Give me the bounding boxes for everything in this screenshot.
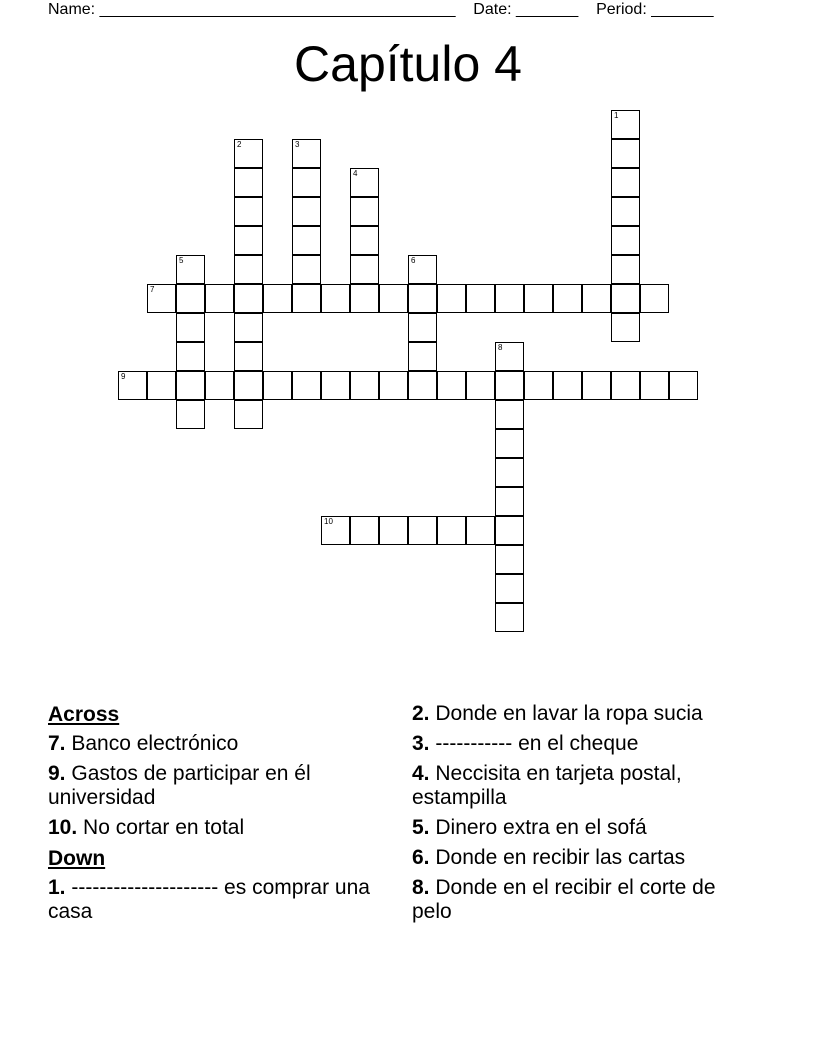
crossword-cell[interactable] — [611, 255, 640, 284]
crossword-cell[interactable] — [205, 371, 234, 400]
crossword-cell[interactable] — [350, 226, 379, 255]
across-heading: Across — [48, 703, 120, 726]
crossword-cell[interactable] — [234, 400, 263, 429]
crossword-cell[interactable] — [466, 371, 495, 400]
cell-number: 8 — [498, 343, 503, 352]
clue-down-1 — [48, 876, 378, 924]
crossword-cell[interactable] — [495, 603, 524, 632]
clue-number: 8. — [412, 876, 430, 899]
crossword-cell[interactable] — [437, 516, 466, 545]
crossword-cell[interactable] — [176, 255, 205, 284]
crossword-cell[interactable] — [147, 284, 176, 313]
crossword-cell[interactable] — [234, 255, 263, 284]
name-blank[interactable]: ________________________________________ — [99, 1, 456, 18]
crossword-cell[interactable] — [408, 371, 437, 400]
clue-text: Neccisita en tarjeta postal, estampilla — [412, 762, 682, 809]
clue-down-8 — [412, 876, 752, 924]
clue-number: 2. — [412, 702, 430, 725]
crossword-cell[interactable] — [611, 313, 640, 342]
crossword-cell[interactable] — [350, 371, 379, 400]
cell-number: 5 — [179, 256, 184, 265]
crossword-cell[interactable] — [466, 516, 495, 545]
clues-left-column — [48, 702, 378, 930]
crossword-cell[interactable] — [176, 371, 205, 400]
crossword-cell[interactable] — [495, 284, 524, 313]
crossword-cell[interactable] — [640, 284, 669, 313]
date-label: Date: — [473, 1, 512, 18]
crossword-cell[interactable] — [379, 516, 408, 545]
clue-text: Donde en recibir las cartas — [435, 846, 686, 869]
crossword-cell[interactable] — [263, 284, 292, 313]
clue-across-9 — [48, 762, 378, 810]
crossword-cell[interactable] — [553, 371, 582, 400]
clue-number: 10. — [48, 816, 78, 839]
clue-text: ----------- en el cheque — [435, 732, 639, 755]
crossword-cell[interactable] — [669, 371, 698, 400]
crossword-cell[interactable] — [524, 284, 553, 313]
crossword-cell[interactable] — [234, 371, 263, 400]
clue-number: 7. — [48, 732, 66, 755]
crossword-cell[interactable] — [234, 226, 263, 255]
crossword-cell[interactable] — [292, 255, 321, 284]
crossword-cell[interactable] — [611, 284, 640, 313]
crossword-cell[interactable] — [495, 429, 524, 458]
crossword-cell[interactable] — [524, 371, 553, 400]
crossword-cell[interactable] — [292, 139, 321, 168]
crossword-cell[interactable] — [495, 342, 524, 371]
crossword-cell[interactable] — [495, 574, 524, 603]
date-blank[interactable]: _______ — [516, 1, 579, 18]
cell-number: 1 — [614, 111, 619, 120]
cell-number: 2 — [237, 140, 242, 149]
crossword-cell[interactable] — [408, 255, 437, 284]
period-blank[interactable]: _______ — [651, 1, 714, 18]
clue-number: 1. — [48, 876, 66, 899]
crossword-cell[interactable] — [234, 168, 263, 197]
crossword-cell[interactable] — [292, 168, 321, 197]
crossword-cell[interactable] — [205, 284, 234, 313]
clue-down-2 — [412, 702, 752, 726]
crossword-cell[interactable] — [611, 139, 640, 168]
crossword-cell[interactable] — [321, 371, 350, 400]
crossword-cell[interactable] — [350, 255, 379, 284]
crossword-cell[interactable] — [292, 371, 321, 400]
crossword-cell[interactable] — [379, 284, 408, 313]
crossword-cell[interactable] — [495, 516, 524, 545]
crossword-cell[interactable] — [234, 197, 263, 226]
cell-number: 10 — [324, 517, 333, 526]
down-heading: Down — [48, 847, 106, 870]
cell-number: 7 — [150, 285, 155, 294]
name-label: Name: — [48, 1, 96, 18]
crossword-cell[interactable] — [437, 371, 466, 400]
crossword-cell[interactable] — [321, 284, 350, 313]
crossword-cell[interactable] — [611, 110, 640, 139]
clue-text: Dinero extra en el sofá — [435, 816, 647, 839]
crossword-cell[interactable] — [350, 516, 379, 545]
cell-number: 9 — [121, 372, 126, 381]
clue-text: No cortar en total — [83, 816, 245, 839]
crossword-cell[interactable] — [437, 284, 466, 313]
crossword-cell[interactable] — [408, 284, 437, 313]
crossword-cell[interactable] — [408, 313, 437, 342]
crossword-cell[interactable] — [176, 284, 205, 313]
clue-number: 3. — [412, 732, 430, 755]
crossword-cell[interactable] — [263, 371, 292, 400]
crossword-cell[interactable] — [495, 545, 524, 574]
cell-number: 4 — [353, 169, 358, 178]
clues-right-column — [412, 702, 752, 930]
clue-text: Donde en lavar la ropa sucia — [435, 702, 703, 725]
crossword-cell[interactable] — [350, 168, 379, 197]
crossword-cell[interactable] — [234, 342, 263, 371]
crossword-cell[interactable] — [408, 516, 437, 545]
crossword-cell[interactable] — [640, 371, 669, 400]
crossword-cell[interactable] — [176, 313, 205, 342]
crossword-cell[interactable] — [582, 371, 611, 400]
crossword-cell[interactable] — [234, 139, 263, 168]
crossword-cell[interactable] — [408, 342, 437, 371]
crossword-cell[interactable] — [292, 197, 321, 226]
clue-text: Banco electrónico — [71, 732, 239, 755]
crossword-cell[interactable] — [292, 226, 321, 255]
clue-down-6 — [412, 846, 752, 870]
period-label: Period: — [596, 1, 647, 18]
clue-number: 6. — [412, 846, 430, 869]
crossword-cell[interactable] — [147, 371, 176, 400]
crossword-cell[interactable] — [176, 400, 205, 429]
cell-number: 3 — [295, 140, 300, 149]
crossword-cell[interactable] — [611, 197, 640, 226]
crossword-cell[interactable] — [292, 284, 321, 313]
crossword-cell[interactable] — [350, 197, 379, 226]
crossword-cell[interactable] — [234, 284, 263, 313]
clue-number: 9. — [48, 762, 66, 785]
crossword-cell[interactable] — [495, 458, 524, 487]
crossword-cell[interactable] — [495, 400, 524, 429]
crossword-cell[interactable] — [553, 284, 582, 313]
crossword-cell[interactable] — [350, 284, 379, 313]
clue-down-4 — [412, 762, 752, 810]
clue-down-5 — [412, 816, 752, 840]
crossword-cell[interactable] — [466, 284, 495, 313]
crossword-cell[interactable] — [495, 371, 524, 400]
clue-across-7 — [48, 732, 378, 756]
crossword-cell[interactable] — [321, 516, 350, 545]
crossword-cell[interactable] — [379, 371, 408, 400]
clue-text: --------------------- es comprar una casa — [48, 876, 370, 923]
clue-down-3 — [412, 732, 752, 756]
crossword-cell[interactable] — [176, 342, 205, 371]
clue-text: Gastos de participar en él universidad — [48, 762, 311, 809]
crossword-cell[interactable] — [582, 284, 611, 313]
page-title: Capítulo 4 — [294, 36, 522, 92]
clue-number: 5. — [412, 816, 430, 839]
crossword-cell[interactable] — [495, 487, 524, 516]
crossword-cell[interactable] — [118, 371, 147, 400]
cell-number: 6 — [411, 256, 416, 265]
clue-across-10 — [48, 816, 378, 840]
clue-number: 4. — [412, 762, 430, 785]
clue-text: Donde en el recibir el corte de pelo — [412, 876, 716, 923]
crossword-cell[interactable] — [611, 168, 640, 197]
crossword-cell[interactable] — [234, 313, 263, 342]
crossword-cell[interactable] — [611, 371, 640, 400]
crossword-cell[interactable] — [611, 226, 640, 255]
